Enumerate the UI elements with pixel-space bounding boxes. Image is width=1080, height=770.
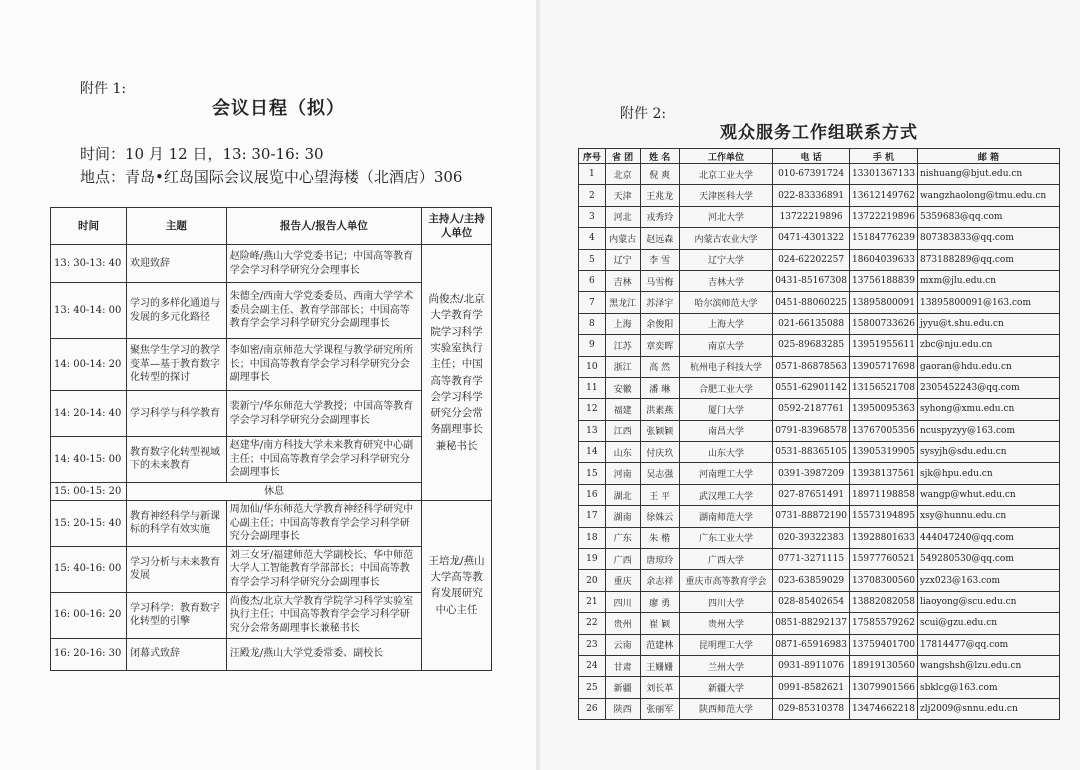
contact-email: 873188289@qq.com bbox=[917, 249, 1059, 270]
contact-mobile: 18604039633 bbox=[849, 249, 917, 270]
contact-province: 河南 bbox=[605, 463, 640, 484]
contact-index: 24 bbox=[579, 655, 606, 676]
contact-email: sjk@hpu.edu.cn bbox=[917, 463, 1059, 484]
schedule-row bbox=[51, 501, 492, 547]
contacts-title: 观众服务工作组联系方式 bbox=[720, 123, 918, 143]
row-topic: 学习科学与科学教育 bbox=[126, 391, 226, 437]
contact-index: 12 bbox=[579, 399, 606, 420]
row-time: 14: 20-14: 40 bbox=[51, 391, 127, 437]
contact-index: 3 bbox=[579, 206, 606, 227]
contact-email: ncuspyzyy@163.com bbox=[917, 420, 1059, 441]
contact-phone: 0771-3271115 bbox=[773, 549, 850, 570]
contact-email: liaoyong@scu.edu.cn bbox=[917, 591, 1059, 612]
contact-work-unit: 昆明理工大学 bbox=[679, 634, 772, 655]
contact-province: 北京 bbox=[605, 164, 640, 185]
contact-province: 安徽 bbox=[605, 377, 640, 398]
contact-contact-name: 潘 琳 bbox=[640, 377, 679, 398]
contact-row bbox=[579, 356, 1060, 377]
contact-province: 重庆 bbox=[605, 570, 640, 591]
contact-row bbox=[579, 228, 1060, 249]
schedule-row bbox=[51, 245, 492, 283]
contact-phone: 024-62202257 bbox=[773, 249, 850, 270]
contact-phone: 13722219896 bbox=[773, 206, 850, 227]
contact-index: 1 bbox=[579, 164, 606, 185]
attachment-2-label: 附件 2: bbox=[620, 106, 667, 122]
header-mobile: 手 机 bbox=[849, 149, 917, 164]
contact-work-unit: 陕西师范大学 bbox=[679, 698, 772, 719]
contact-email: nishuang@bjut.edu.cn bbox=[917, 164, 1059, 185]
contact-province: 四川 bbox=[605, 591, 640, 612]
contact-contact-name: 张颖颖 bbox=[640, 420, 679, 441]
contact-email: 549280530@qq.com bbox=[917, 549, 1059, 570]
attachment-1-label: 附件 1: bbox=[80, 81, 127, 97]
contact-phone: 0531-88365105 bbox=[773, 442, 850, 463]
contact-province: 吉林 bbox=[605, 270, 640, 291]
contact-work-unit: 兰州大学 bbox=[679, 655, 772, 676]
contact-index: 22 bbox=[579, 613, 606, 634]
host-first-half: 尚俊杰/北京大学教育学院学习科学实验室执行主任；中国高等教育学会学习科学研究分会常务副理事长兼秘书长 bbox=[422, 245, 492, 501]
contact-phone: 0451-88060225 bbox=[773, 292, 850, 313]
contact-work-unit: 上海大学 bbox=[679, 313, 772, 334]
break-label: 休息 bbox=[126, 482, 421, 501]
row-topic: 闭幕式致辞 bbox=[126, 638, 226, 670]
contact-province: 江西 bbox=[605, 420, 640, 441]
contact-mobile: 13079901566 bbox=[849, 677, 917, 698]
contact-index: 20 bbox=[579, 570, 606, 591]
contact-row bbox=[579, 655, 1060, 676]
contact-email: yzx023@163.com bbox=[917, 570, 1059, 591]
contact-work-unit: 广东工业大学 bbox=[679, 527, 772, 548]
contact-index: 11 bbox=[579, 377, 606, 398]
contact-email: wangshsh@lzu.edu.cn bbox=[917, 655, 1059, 676]
row-time: 14: 40-15: 00 bbox=[51, 437, 127, 483]
contact-contact-name: 苏泽宇 bbox=[640, 292, 679, 313]
row-topic: 教育神经科学与新课标的科学有效实施 bbox=[126, 501, 226, 547]
contact-work-unit: 吉林大学 bbox=[679, 270, 772, 291]
meeting-time: 时间：10 月 12 日，13: 30-16: 30 bbox=[80, 145, 324, 163]
row-time: 16: 20-16: 30 bbox=[51, 638, 127, 670]
contact-row bbox=[579, 570, 1060, 591]
contact-contact-name: 刘长革 bbox=[640, 677, 679, 698]
contact-work-unit: 北京工业大学 bbox=[679, 164, 772, 185]
contact-work-unit: 重庆市高等教育学会 bbox=[679, 570, 772, 591]
contact-email: 444047240@qq.com bbox=[917, 527, 1059, 548]
contact-phone: 010-67391724 bbox=[773, 164, 850, 185]
contact-index: 21 bbox=[579, 591, 606, 612]
contact-row bbox=[579, 591, 1060, 612]
contact-row bbox=[579, 613, 1060, 634]
contact-index: 8 bbox=[579, 313, 606, 334]
contact-contact-name: 徐姝云 bbox=[640, 506, 679, 527]
header-phone: 电 话 bbox=[773, 149, 850, 164]
contact-row bbox=[579, 677, 1060, 698]
contact-email: 807383833@qq.com bbox=[917, 228, 1059, 249]
row-time: 13: 40-14: 00 bbox=[51, 283, 127, 339]
contact-row bbox=[579, 527, 1060, 548]
contact-email: sbklcg@163.com bbox=[917, 677, 1059, 698]
contact-mobile: 15184776239 bbox=[849, 228, 917, 249]
contact-province: 天津 bbox=[605, 185, 640, 206]
contact-email: zbc@nju.edu.cn bbox=[917, 335, 1059, 356]
contact-province: 辽宁 bbox=[605, 249, 640, 270]
contact-mobile: 13756188839 bbox=[849, 270, 917, 291]
contact-index: 15 bbox=[579, 463, 606, 484]
contact-work-unit: 辽宁大学 bbox=[679, 249, 772, 270]
contact-index: 7 bbox=[579, 292, 606, 313]
contact-contact-name: 吴志强 bbox=[640, 463, 679, 484]
contact-province: 湖南 bbox=[605, 506, 640, 527]
contact-province: 湖北 bbox=[605, 484, 640, 505]
contact-row bbox=[579, 484, 1060, 505]
contact-phone: 028-85402654 bbox=[773, 591, 850, 612]
contact-province: 内蒙古 bbox=[605, 228, 640, 249]
contact-email: scui@gzu.edu.cn bbox=[917, 613, 1059, 634]
contact-mobile: 13156521708 bbox=[849, 377, 917, 398]
contact-row bbox=[579, 206, 1060, 227]
contact-contact-name: 张丽军 bbox=[640, 698, 679, 719]
contact-mobile: 13951955611 bbox=[849, 335, 917, 356]
contact-contact-name: 唐琼玲 bbox=[640, 549, 679, 570]
contact-index: 6 bbox=[579, 270, 606, 291]
contact-email: 5359683@qq.com bbox=[917, 206, 1059, 227]
contact-contact-name: 付庆玖 bbox=[640, 442, 679, 463]
host-second-half: 王培龙/燕山大学高等教育发展研究中心主任 bbox=[422, 501, 492, 671]
contact-row bbox=[579, 270, 1060, 291]
row-topic: 学习的多样化通道与发展的多元化路径 bbox=[126, 283, 226, 339]
contact-contact-name: 马雪梅 bbox=[640, 270, 679, 291]
row-speaker: 刘三女牙/福建师范大学副校长、华中师范大学人工智能教育学部部长；中国高等教育学会学习科学研究分会副理事长 bbox=[226, 546, 421, 592]
contact-row bbox=[579, 506, 1060, 527]
contact-row bbox=[579, 698, 1060, 719]
contact-index: 9 bbox=[579, 335, 606, 356]
contact-index: 19 bbox=[579, 549, 606, 570]
contact-row bbox=[579, 292, 1060, 313]
schedule-table bbox=[50, 207, 492, 671]
contact-work-unit: 四川大学 bbox=[679, 591, 772, 612]
contact-work-unit: 厦门大学 bbox=[679, 399, 772, 420]
contact-index: 5 bbox=[579, 249, 606, 270]
contact-contact-name: 朱 楷 bbox=[640, 527, 679, 548]
contact-work-unit: 合肥工业大学 bbox=[679, 377, 772, 398]
contact-mobile: 13938137561 bbox=[849, 463, 917, 484]
contact-mobile: 13905717698 bbox=[849, 356, 917, 377]
contact-mobile: 13722219896 bbox=[849, 206, 917, 227]
row-speaker: 朱德全/西南大学党委委员、西南大学学术委员会副主任、教育学部部长；中国高等教育学会学习科学研究分会副理事长 bbox=[226, 283, 421, 339]
contact-row bbox=[579, 463, 1060, 484]
row-time: 15: 40-16: 00 bbox=[51, 546, 127, 592]
row-topic: 欢迎致辞 bbox=[126, 245, 226, 283]
row-speaker: 尚俊杰/北京大学教育学院学习科学实验室执行主任；中国高等教育学会学习科学研究分会常务副理事长兼秘书长 bbox=[226, 592, 421, 638]
contact-phone: 0851-88292137 bbox=[773, 613, 850, 634]
contact-email: mxm@jlu.edu.cn bbox=[917, 270, 1059, 291]
contact-phone: 025-89683285 bbox=[773, 335, 850, 356]
contact-phone: 0471-4301322 bbox=[773, 228, 850, 249]
contact-mobile: 18971198858 bbox=[849, 484, 917, 505]
contact-province: 河北 bbox=[605, 206, 640, 227]
contact-phone: 029-85310378 bbox=[773, 698, 850, 719]
contact-contact-name: 崔 颖 bbox=[640, 613, 679, 634]
contact-phone: 020-39322383 bbox=[773, 527, 850, 548]
contact-mobile: 15977760521 bbox=[849, 549, 917, 570]
contact-work-unit: 南昌大学 bbox=[679, 420, 772, 441]
contact-work-unit: 山东大学 bbox=[679, 442, 772, 463]
contact-phone: 0571-86878563 bbox=[773, 356, 850, 377]
contact-mobile: 13950095363 bbox=[849, 399, 917, 420]
contact-contact-name: 章奕晖 bbox=[640, 335, 679, 356]
contact-phone: 027-87651491 bbox=[773, 484, 850, 505]
contact-province: 广西 bbox=[605, 549, 640, 570]
row-speaker: 周加仙/华东师范大学教育神经科学研究中心副主任；中国高等教育学会学习科学研究分会副理事长 bbox=[226, 501, 421, 547]
contact-mobile: 13928801633 bbox=[849, 527, 917, 548]
contact-contact-name: 洪素燕 bbox=[640, 399, 679, 420]
header-province: 省 团 bbox=[605, 149, 640, 164]
contact-row bbox=[579, 164, 1060, 185]
contact-email: syhong@xmu.edu.cn bbox=[917, 399, 1059, 420]
header-speaker: 报告人/报告人单位 bbox=[226, 208, 421, 245]
contact-row bbox=[579, 249, 1060, 270]
contact-province: 陕西 bbox=[605, 698, 640, 719]
contact-province: 江苏 bbox=[605, 335, 640, 356]
contact-row bbox=[579, 185, 1060, 206]
contact-phone: 021-66135088 bbox=[773, 313, 850, 334]
contact-contact-name: 范建林 bbox=[640, 634, 679, 655]
contact-mobile: 15800733626 bbox=[849, 313, 917, 334]
contact-phone: 0931-8911076 bbox=[773, 655, 850, 676]
row-topic: 学习科学：教育数字化转型的引擎 bbox=[126, 592, 226, 638]
header-unit: 工作单位 bbox=[679, 149, 772, 164]
contact-mobile: 13759401700 bbox=[849, 634, 917, 655]
contact-index: 18 bbox=[579, 527, 606, 548]
contact-phone: 022-83336891 bbox=[773, 185, 850, 206]
contact-phone: 0791-83968578 bbox=[773, 420, 850, 441]
contact-email: wangzhaolong@tmu.edu.cn bbox=[917, 185, 1059, 206]
row-topic: 学习分析与未来教育发展 bbox=[126, 546, 226, 592]
contact-work-unit: 杭州电子科技大学 bbox=[679, 356, 772, 377]
contact-email: wangp@whut.edu.cn bbox=[917, 484, 1059, 505]
contact-phone: 0391-3987209 bbox=[773, 463, 850, 484]
contact-work-unit: 内蒙古农业大学 bbox=[679, 228, 772, 249]
contact-contact-name: 赵远森 bbox=[640, 228, 679, 249]
contact-province: 广东 bbox=[605, 527, 640, 548]
contact-index: 26 bbox=[579, 698, 606, 719]
contact-phone: 0991-8582621 bbox=[773, 677, 850, 698]
contact-phone: 0592-2187761 bbox=[773, 399, 850, 420]
contact-mobile: 18919130560 bbox=[849, 655, 917, 676]
contact-mobile: 13474662218 bbox=[849, 698, 917, 719]
contact-email: 17814477@qq.com bbox=[917, 634, 1059, 655]
contact-email: gaoran@hdu.edu.cn bbox=[917, 356, 1059, 377]
contact-row bbox=[579, 549, 1060, 570]
contact-work-unit: 河南理工大学 bbox=[679, 463, 772, 484]
contact-phone: 0871-65916983 bbox=[773, 634, 850, 655]
contact-index: 25 bbox=[579, 677, 606, 698]
row-time: 16: 00-16: 20 bbox=[51, 592, 127, 638]
contact-work-unit: 南京大学 bbox=[679, 335, 772, 356]
header-name: 姓 名 bbox=[640, 149, 679, 164]
row-topic: 教育数字化转型视域下的未来教育 bbox=[126, 437, 226, 483]
contact-province: 云南 bbox=[605, 634, 640, 655]
contact-row bbox=[579, 377, 1060, 398]
contacts-table bbox=[578, 148, 1060, 720]
contact-row bbox=[579, 313, 1060, 334]
contact-phone: 023-63859029 bbox=[773, 570, 850, 591]
contact-contact-name: 廖 勇 bbox=[640, 591, 679, 612]
contact-work-unit: 河北大学 bbox=[679, 206, 772, 227]
contact-mobile: 17585579262 bbox=[849, 613, 917, 634]
contact-row bbox=[579, 399, 1060, 420]
contact-phone: 0431-85167308 bbox=[773, 270, 850, 291]
contact-index: 13 bbox=[579, 420, 606, 441]
contact-province: 贵州 bbox=[605, 613, 640, 634]
contact-contact-name: 李 雪 bbox=[640, 249, 679, 270]
row-speaker: 赵建华/南方科技大学未来教育研究中心副主任；中国高等教育学会学习科学研究分会副理事长 bbox=[226, 437, 421, 483]
contacts-header-row bbox=[579, 149, 1060, 164]
contact-mobile: 13301367133 bbox=[849, 164, 917, 185]
contact-contact-name: 高 然 bbox=[640, 356, 679, 377]
contact-email: xsy@hunnu.edu.cn bbox=[917, 506, 1059, 527]
contact-contact-name: 倪 爽 bbox=[640, 164, 679, 185]
row-speaker: 汪殿龙/燕山大学党委常委、副校长 bbox=[226, 638, 421, 670]
contact-contact-name: 王 平 bbox=[640, 484, 679, 505]
contact-index: 4 bbox=[579, 228, 606, 249]
contact-mobile: 13882082058 bbox=[849, 591, 917, 612]
contact-mobile: 13767005356 bbox=[849, 420, 917, 441]
contact-work-unit: 天津医科大学 bbox=[679, 185, 772, 206]
row-speaker: 裴新宁/华东师范大学教授；中国高等教育学会学习科学研究分会副理事长 bbox=[226, 391, 421, 437]
contact-contact-name: 王姗姗 bbox=[640, 655, 679, 676]
contact-province: 甘肃 bbox=[605, 655, 640, 676]
contact-email: 2305452243@qq.com bbox=[917, 377, 1059, 398]
contact-phone: 0551-62901142 bbox=[773, 377, 850, 398]
row-time: 15: 20-15: 40 bbox=[51, 501, 127, 547]
contact-email: zlj2009@snnu.edu.cn bbox=[917, 698, 1059, 719]
contact-email: sysyjh@sdu.edu.cn bbox=[917, 442, 1059, 463]
contact-province: 福建 bbox=[605, 399, 640, 420]
contact-row bbox=[579, 634, 1060, 655]
contact-index: 2 bbox=[579, 185, 606, 206]
contact-work-unit: 武汉理工大学 bbox=[679, 484, 772, 505]
row-speaker: 李如密/南京师范大学课程与教学研究所所长；中国高等教育学会学习科学研究分会副理事长 bbox=[226, 339, 421, 391]
contact-index: 23 bbox=[579, 634, 606, 655]
contact-province: 浙江 bbox=[605, 356, 640, 377]
header-topic: 主题 bbox=[126, 208, 226, 245]
contact-index: 17 bbox=[579, 506, 606, 527]
header-index: 序号 bbox=[579, 149, 606, 164]
contact-work-unit: 贵州大学 bbox=[679, 613, 772, 634]
row-time: 15: 00-15: 20 bbox=[51, 482, 127, 501]
contact-mobile: 13708300560 bbox=[849, 570, 917, 591]
contact-province: 黑龙江 bbox=[605, 292, 640, 313]
row-time: 13: 30-13: 40 bbox=[51, 245, 127, 283]
contact-row bbox=[579, 442, 1060, 463]
contact-province: 上海 bbox=[605, 313, 640, 334]
contact-phone: 0731-88872190 bbox=[773, 506, 850, 527]
left-page bbox=[0, 0, 536, 770]
row-topic: 聚焦学生学习的教学变革—基于教育数字化转型的探讨 bbox=[126, 339, 226, 391]
contact-mobile: 13612149762 bbox=[849, 185, 917, 206]
contact-mobile: 13895800091 bbox=[849, 292, 917, 313]
header-host: 主持人/主持人单位 bbox=[422, 208, 492, 245]
contact-row bbox=[579, 335, 1060, 356]
schedule-title: 会议日程（拟） bbox=[212, 98, 345, 119]
contact-contact-name: 戎秀玲 bbox=[640, 206, 679, 227]
contact-work-unit: 哈尔滨师范大学 bbox=[679, 292, 772, 313]
header-email: 邮 箱 bbox=[917, 149, 1059, 164]
meeting-place: 地点：青岛•红岛国际会议展览中心望海楼（北酒店）306 bbox=[80, 168, 463, 186]
row-speaker: 赵险峰/燕山大学党委书记；中国高等教育学会学习科学研究分会理事长 bbox=[226, 245, 421, 283]
contact-index: 16 bbox=[579, 484, 606, 505]
contact-contact-name: 余俊阳 bbox=[640, 313, 679, 334]
contact-work-unit: 湖南师范大学 bbox=[679, 506, 772, 527]
contact-province: 新疆 bbox=[605, 677, 640, 698]
contact-mobile: 13905319905 bbox=[849, 442, 917, 463]
row-time: 14: 00-14: 20 bbox=[51, 339, 127, 391]
header-time: 时间 bbox=[51, 208, 127, 245]
contact-email: 13895800091@163.com bbox=[917, 292, 1059, 313]
contact-index: 10 bbox=[579, 356, 606, 377]
right-page bbox=[540, 0, 1080, 770]
contact-contact-name: 王兆龙 bbox=[640, 185, 679, 206]
contact-mobile: 15573194895 bbox=[849, 506, 917, 527]
contact-work-unit: 新疆大学 bbox=[679, 677, 772, 698]
contact-province: 山东 bbox=[605, 442, 640, 463]
contact-work-unit: 广西大学 bbox=[679, 549, 772, 570]
contact-contact-name: 余志祥 bbox=[640, 570, 679, 591]
contact-email: jyyu@t.shu.edu.cn bbox=[917, 313, 1059, 334]
schedule-header-row bbox=[51, 208, 492, 245]
contact-index: 14 bbox=[579, 442, 606, 463]
contact-row bbox=[579, 420, 1060, 441]
